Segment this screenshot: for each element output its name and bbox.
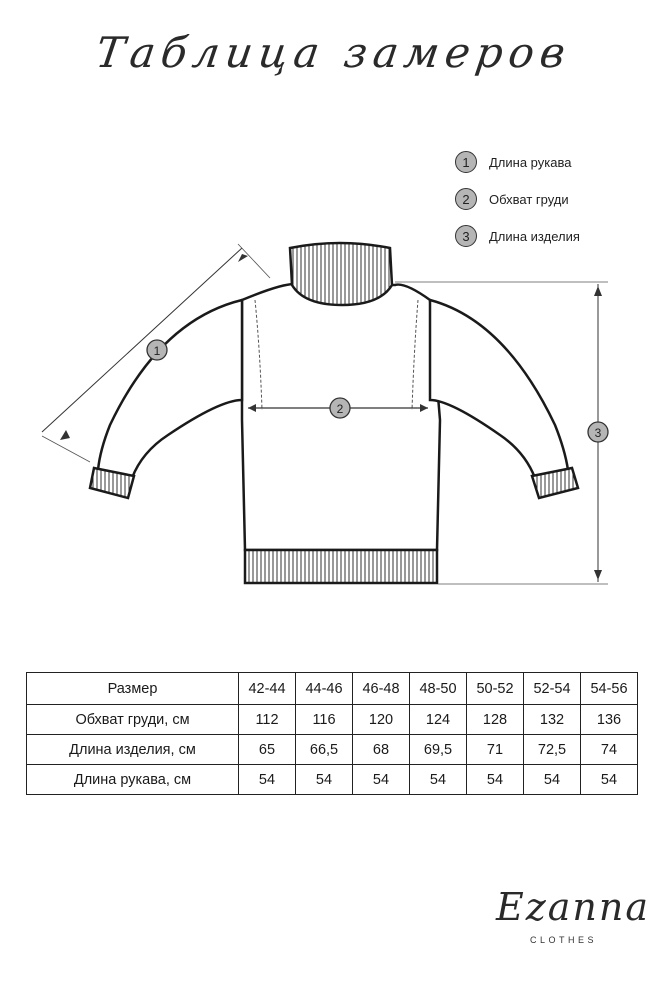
brand-subtitle: CLOTHES bbox=[530, 935, 598, 945]
size-cell: 42-44 bbox=[239, 673, 296, 705]
legend-badge: 3 bbox=[455, 225, 477, 247]
row-label: Длина рукава, см bbox=[27, 765, 239, 795]
size-cell: 46-48 bbox=[353, 673, 410, 705]
legend-item-length bbox=[455, 224, 655, 248]
value-cell: 54 bbox=[410, 765, 467, 795]
value-cell: 54 bbox=[296, 765, 353, 795]
legend-item-chest bbox=[455, 187, 655, 211]
table-header-row bbox=[27, 673, 638, 705]
value-cell: 54 bbox=[467, 765, 524, 795]
legend-item-sleeve bbox=[455, 150, 655, 174]
svg-text:3: 3 bbox=[594, 426, 602, 440]
value-cell: 66,5 bbox=[296, 735, 353, 765]
svg-text:2: 2 bbox=[336, 402, 344, 416]
value-cell: 54 bbox=[524, 765, 581, 795]
value-cell: 124 bbox=[410, 705, 467, 735]
value-cell: 72,5 bbox=[524, 735, 581, 765]
brand-logo bbox=[474, 885, 651, 955]
hem bbox=[245, 550, 437, 583]
page-title: Таблица замеров bbox=[92, 28, 575, 77]
legend-badge: 1 bbox=[455, 151, 477, 173]
size-cell: 44-46 bbox=[296, 673, 353, 705]
header-label: Размер bbox=[27, 673, 239, 705]
value-cell: 128 bbox=[467, 705, 524, 735]
size-cell: 52-54 bbox=[524, 673, 581, 705]
value-cell: 136 bbox=[581, 705, 638, 735]
row-label: Длина изделия, см bbox=[27, 735, 239, 765]
value-cell: 120 bbox=[353, 705, 410, 735]
size-cell: 48-50 bbox=[410, 673, 467, 705]
diagram-marker-2 bbox=[330, 398, 350, 418]
left-sleeve bbox=[98, 300, 242, 478]
size-cell: 54-56 bbox=[581, 673, 638, 705]
value-cell: 69,5 bbox=[410, 735, 467, 765]
diagram-marker-3 bbox=[588, 422, 608, 442]
table-row bbox=[27, 735, 638, 765]
size-table bbox=[26, 672, 638, 795]
value-cell: 54 bbox=[239, 765, 296, 795]
value-cell: 132 bbox=[524, 705, 581, 735]
svg-text:1: 1 bbox=[153, 344, 161, 358]
measurement-legend bbox=[455, 150, 655, 261]
legend-label: Длина изделия bbox=[489, 228, 580, 244]
value-cell: 112 bbox=[239, 705, 296, 735]
collar bbox=[290, 243, 392, 305]
row-label: Обхват груди, см bbox=[27, 705, 239, 735]
size-cell: 50-52 bbox=[467, 673, 524, 705]
value-cell: 54 bbox=[581, 765, 638, 795]
value-cell: 71 bbox=[467, 735, 524, 765]
value-cell: 74 bbox=[581, 735, 638, 765]
diagram-marker-1 bbox=[147, 340, 167, 360]
value-cell: 65 bbox=[239, 735, 296, 765]
legend-badge: 2 bbox=[455, 188, 477, 210]
legend-label: Обхват груди bbox=[489, 191, 569, 207]
value-cell: 68 bbox=[353, 735, 410, 765]
value-cell: 54 bbox=[353, 765, 410, 795]
table-row bbox=[27, 705, 638, 735]
right-sleeve bbox=[430, 300, 568, 478]
value-cell: 116 bbox=[296, 705, 353, 735]
legend-label: Длина рукава bbox=[489, 154, 572, 170]
table-row bbox=[27, 765, 638, 795]
brand-name: Ezanna bbox=[496, 885, 651, 929]
